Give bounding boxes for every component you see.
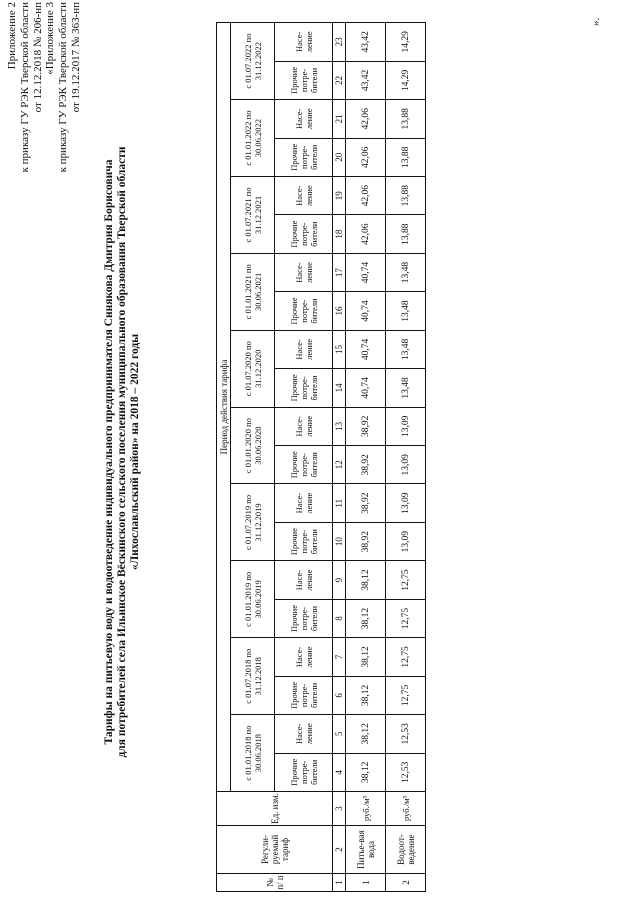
column-number: 11: [333, 484, 346, 522]
subheader-other-consumers: Прочие потре-бители: [275, 599, 333, 637]
appendix-3-header: [44, 2, 83, 172]
row-unit: руб./м³: [346, 792, 386, 826]
tariff-value: 13,88: [386, 215, 426, 253]
column-number: 15: [333, 330, 346, 368]
column-number: 12: [333, 446, 346, 484]
tariff-value: 38,12: [346, 753, 386, 791]
column-number: 14: [333, 369, 346, 407]
tariff-value: 13,09: [386, 484, 426, 522]
tariff-value: 12,53: [386, 715, 426, 753]
subheader-population: Насе-ление: [275, 330, 333, 368]
row-number: 1: [346, 874, 386, 892]
subheader-other-consumers: Прочие потре-бители: [275, 446, 333, 484]
column-number: 16: [333, 292, 346, 330]
period-header: с 01.07.2021 по 31.12.2021: [231, 177, 275, 254]
subheader-other-consumers: Прочие потре-бители: [275, 753, 333, 791]
appendix-2-header: [6, 2, 45, 172]
subheader-population: Насе-ление: [275, 638, 333, 676]
tariff-value: 43,42: [346, 23, 386, 62]
header-tariff: Регули-руемый тариф: [217, 826, 333, 874]
tariff-value: 38,12: [346, 599, 386, 637]
subheader-other-consumers: Прочие потре-бители: [275, 522, 333, 560]
period-header: с 01.07.2022 по 31.12.2022: [231, 23, 275, 100]
period-header: с 01.01.2018 по 30.06.2018: [231, 715, 275, 792]
subheader-population: Насе-ление: [275, 177, 333, 215]
tariff-value: 38,92: [346, 407, 386, 445]
tariff-value: 13,48: [386, 292, 426, 330]
column-number: 17: [333, 253, 346, 291]
tariff-value: 12,53: [386, 753, 426, 791]
tariff-value: 13,48: [386, 253, 426, 291]
header-period-caption: Период действия тарифа: [217, 23, 231, 792]
column-number: 23: [333, 23, 346, 62]
appendix-3-line3: от 19.12.2017 № 363-нп: [70, 2, 82, 113]
table-header-row-1: [217, 23, 231, 892]
tariff-value: 43,42: [346, 61, 386, 99]
subheader-population: Насе-ление: [275, 253, 333, 291]
column-number: 22: [333, 61, 346, 99]
tariff-value: 42,06: [346, 215, 386, 253]
tariff-value: 12,75: [386, 638, 426, 676]
tariff-value: 38,12: [346, 638, 386, 676]
column-number: 1: [333, 874, 346, 892]
subheader-other-consumers: Прочие потре-бители: [275, 61, 333, 99]
subheader-other-consumers: Прочие потре-бители: [275, 292, 333, 330]
appendix-2-line2: к приказу ГУ РЭК Тверской области: [19, 2, 31, 173]
column-number: 20: [333, 138, 346, 176]
subheader-other-consumers: Прочие потре-бители: [275, 138, 333, 176]
tariff-value: 38,12: [346, 561, 386, 599]
period-header: с 01.01.2020 по 30.06.2020: [231, 407, 275, 484]
tariff-value: 38,12: [346, 676, 386, 714]
tariff-value: 38,92: [346, 522, 386, 560]
table-row: [346, 23, 386, 892]
table-header-subcolumns: [275, 23, 333, 892]
tariff-value: 13,09: [386, 446, 426, 484]
tariff-table: [216, 22, 426, 892]
column-number: 4: [333, 753, 346, 791]
appendix-2-line1: Приложение 2: [6, 2, 18, 70]
column-number: 3: [333, 792, 346, 826]
appendix-2-line3: от 12.12.2018 № 206-нп: [32, 2, 44, 113]
title-line2: для потребителей села Ильинское Вёскинского сельского поселения муниципального образования Тверской области: [116, 146, 128, 758]
tariff-value: 13,48: [386, 330, 426, 368]
tariff-value: 12,75: [386, 599, 426, 637]
subheader-population: Насе-ление: [275, 407, 333, 445]
period-header: с 01.07.2019 по 31.12.2019: [231, 484, 275, 561]
period-header: с 01.01.2019 по 30.06.2019: [231, 561, 275, 638]
tariff-value: 13,88: [386, 100, 426, 138]
column-number: 10: [333, 522, 346, 560]
column-number: 9: [333, 561, 346, 599]
tariff-value: 38,12: [346, 715, 386, 753]
title-line1: Тарифы на питьевую воду и водоотведение индивидуального предпринимателя Синякова Дмитрия Борисовича: [103, 159, 115, 745]
subheader-other-consumers: Прочие потре-бители: [275, 676, 333, 714]
closing-quote: ».: [590, 17, 602, 26]
subheader-population: Насе-ление: [275, 715, 333, 753]
tariff-value: 12,75: [386, 561, 426, 599]
subheader-other-consumers: Прочие потре-бители: [275, 215, 333, 253]
tariff-value: 13,09: [386, 522, 426, 560]
subheader-population: Насе-ление: [275, 561, 333, 599]
column-number: 21: [333, 100, 346, 138]
table-column-numbers: [333, 23, 346, 892]
tariff-value: 38,92: [346, 484, 386, 522]
tariff-value: 13,48: [386, 369, 426, 407]
tariff-value: 13,88: [386, 138, 426, 176]
period-header: с 01.07.2020 по 31.12.2020: [231, 330, 275, 407]
tariff-value: 13,88: [386, 177, 426, 215]
title-line3: «Лихославльский район» на 2018 – 2022 годы: [129, 333, 141, 571]
column-number: 8: [333, 599, 346, 637]
table-header-periods: [231, 23, 275, 892]
header-unit: Ед. изм.: [217, 792, 333, 826]
appendix-3-line1: «Приложение 3: [44, 2, 56, 75]
subheader-population: Насе-ление: [275, 23, 333, 62]
tariff-value: 14,29: [386, 61, 426, 99]
tariff-value: 42,06: [346, 138, 386, 176]
column-number: 19: [333, 177, 346, 215]
subheader-population: Насе-ление: [275, 100, 333, 138]
row-tariff-name: Питье-вая вода: [346, 826, 386, 874]
subheader-other-consumers: Прочие потре-бители: [275, 369, 333, 407]
tariff-value: 14,29: [386, 23, 426, 62]
tariff-value: 38,92: [346, 446, 386, 484]
tariff-value: 40,74: [346, 253, 386, 291]
column-number: 18: [333, 215, 346, 253]
tariff-value: 40,74: [346, 292, 386, 330]
subheader-population: Насе-ление: [275, 484, 333, 522]
column-number: 6: [333, 676, 346, 714]
row-number: 2: [386, 874, 426, 892]
column-number: 5: [333, 715, 346, 753]
tariff-value: 40,74: [346, 330, 386, 368]
column-number: 13: [333, 407, 346, 445]
period-header: с 01.01.2021 по 30.06.2021: [231, 253, 275, 330]
tariff-value: 42,06: [346, 100, 386, 138]
tariff-value: 12,75: [386, 676, 426, 714]
document-title: [103, 0, 142, 904]
table-row: [386, 23, 426, 892]
row-unit: руб./м³: [386, 792, 426, 826]
header-number: № п/ п: [217, 874, 333, 892]
column-number: 7: [333, 638, 346, 676]
tariff-value: 42,06: [346, 177, 386, 215]
row-tariff-name: Водоот-ведение: [386, 826, 426, 874]
appendix-3-line2: к приказу ГУ РЭК Тверской области: [57, 2, 69, 173]
tariff-value: 13,09: [386, 407, 426, 445]
period-header: с 01.07.2018 по 31.12.2018: [231, 638, 275, 715]
column-number: 2: [333, 826, 346, 874]
period-header: с 01.01.2022 по 30.06.2022: [231, 100, 275, 177]
tariff-value: 40,74: [346, 369, 386, 407]
